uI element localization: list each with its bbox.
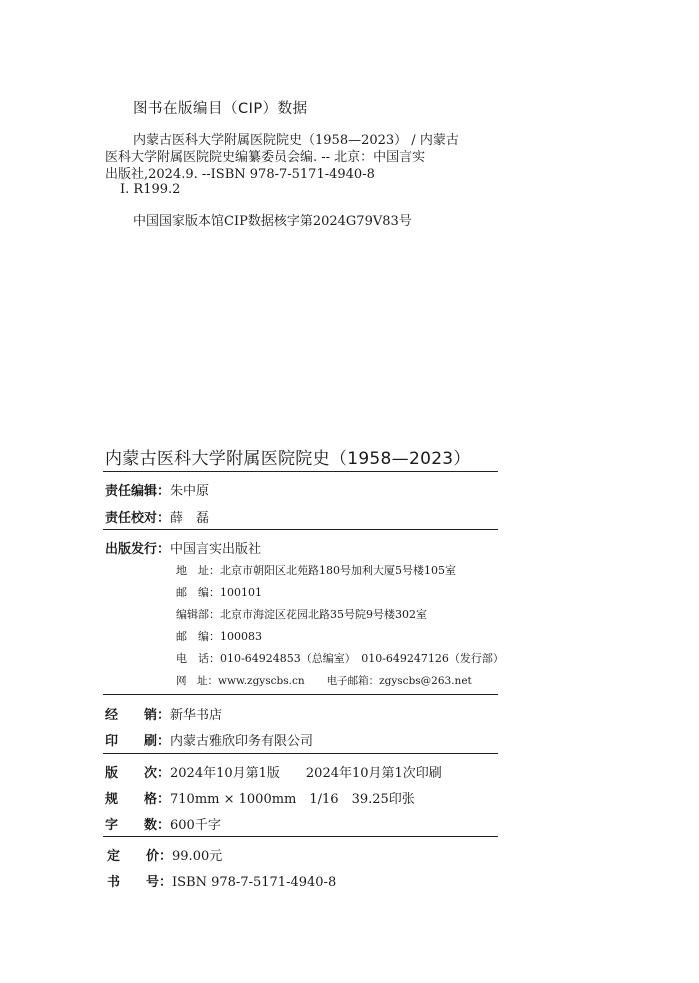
format-label: 规 格： [105, 792, 171, 807]
proofreader-value: 薛 磊 [170, 511, 210, 526]
cip-record-number: 中国国家版本馆CIP数据核字第2024G79V83号 [133, 214, 412, 229]
divider [103, 694, 498, 695]
cip-line-1: 内蒙古医科大学附属医院院史（1958—2023） / 内蒙古 [133, 133, 459, 148]
editorial-row [176, 606, 427, 622]
phone-value: 010-64924853（总编室） 010-649247126（发行部） [220, 652, 504, 665]
divider [103, 529, 498, 530]
editorial-label: 编辑部： [176, 608, 220, 621]
word-count-label: 字 数： [105, 818, 171, 833]
book-title: 内蒙古医科大学附属医院院史（1958—2023） [105, 449, 471, 469]
cip-line-3: 出版社,2024.9. --ISBN 978-7-5171-4940-8 [105, 167, 375, 182]
address-value: 北京市朝阳区北苑路180号加利大厦5号楼105室 [220, 564, 456, 577]
phone-row [176, 650, 504, 666]
publisher-row [105, 538, 261, 557]
cip-heading: 图书在版编目（CIP）数据 [133, 101, 308, 117]
proofreader-label: 责任校对： [105, 511, 171, 526]
format-value: 710mm × 1000mm 1/16 39.25印张 [170, 792, 415, 807]
isbn-value: ISBN 978-7-5171-4940-8 [172, 875, 337, 890]
word-count-value: 600千字 [170, 818, 221, 833]
phone-label: 电 话： [176, 652, 220, 665]
divider [103, 471, 498, 472]
web-value: www.zgyscbs.cn [218, 675, 305, 687]
web-label: 网 址： [176, 675, 218, 687]
editor-label: 责任编辑： [105, 484, 171, 499]
address-label: 地 址： [176, 564, 220, 577]
zip-value: 100101 [220, 586, 262, 599]
divider [103, 836, 498, 837]
cip-line-2: 医科大学附属医院院史编纂委员会编. -- 北京：中国言实 [105, 150, 426, 165]
printer-row [105, 730, 313, 749]
distributor-label: 经 销： [105, 708, 171, 723]
editorial-value: 北京市海淀区花园北路35号院9号楼302室 [220, 608, 427, 621]
edition-row [105, 762, 442, 781]
zip-value: 100083 [220, 630, 262, 643]
divider [103, 753, 498, 754]
price-value: 99.00元 [172, 849, 223, 864]
printer-value: 内蒙古雅欣印务有限公司 [170, 734, 314, 749]
email-value: zgyscbs@263.net [379, 675, 472, 687]
printer-label: 印 刷： [105, 734, 171, 749]
edition-label: 版 次： [105, 766, 171, 781]
proofreader-row [105, 507, 209, 526]
publisher-label: 出版发行： [105, 542, 171, 557]
address-row [176, 562, 456, 578]
edition-value: 2024年10月第1版 2024年10月第1次印刷 [170, 766, 442, 781]
web-row [176, 673, 472, 688]
price-row [107, 845, 222, 864]
cip-line-4: Ⅰ. R199.2 [120, 182, 181, 197]
publisher-name: 中国言实出版社 [170, 542, 262, 557]
editor-value: 朱中原 [170, 484, 210, 499]
format-row [105, 788, 415, 807]
zip-label: 邮 编： [176, 630, 220, 643]
email-label: 电子邮箱： [326, 675, 380, 687]
isbn-label: 书 号： [107, 875, 173, 890]
zip-label: 邮 编： [176, 586, 220, 599]
editor-row [105, 480, 209, 499]
distributor-row [105, 704, 222, 723]
distributor-value: 新华书店 [170, 708, 223, 723]
price-label: 定 价： [107, 849, 173, 864]
zip-row-1 [176, 584, 262, 600]
zip-row-2 [176, 628, 262, 644]
word-count-row [105, 814, 221, 833]
isbn-row [107, 871, 336, 890]
